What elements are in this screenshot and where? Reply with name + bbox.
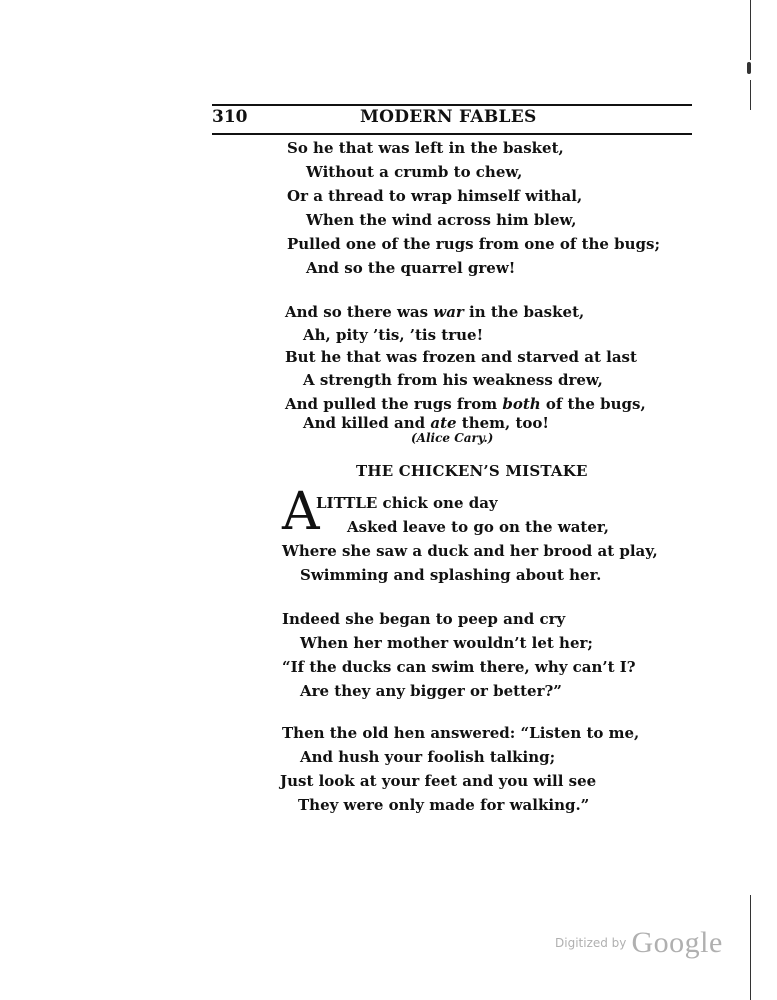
verse-line: Pulled one of the rugs from one of the bugs;	[287, 235, 661, 253]
verse-line: Are they any bigger or better?”	[300, 682, 562, 700]
digitized-watermark	[555, 926, 723, 960]
scan-edge-line	[750, 0, 751, 60]
verse-line: Without a crumb to chew,	[306, 163, 523, 181]
scan-edge-line	[750, 895, 751, 1000]
watermark-prefix: Digitized by	[555, 936, 627, 950]
verse-line: “If the ducks can swim there, why can’t I?	[282, 658, 636, 676]
drop-cap: A	[282, 482, 320, 542]
verse-line: But he that was frozen and starved at last	[285, 348, 637, 366]
verse-line: When the wind across him blew,	[306, 211, 577, 229]
verse-line: Or a thread to wrap himself withal,	[287, 187, 583, 205]
header-rule-bottom	[212, 133, 692, 135]
verse-line: When her mother wouldn’t let her;	[300, 634, 593, 652]
verse-line: LITTLE chick one day	[316, 494, 498, 512]
running-head: MODERN FABLES	[360, 107, 537, 127]
verse-line: Where she saw a duck and her brood at play,	[282, 542, 658, 560]
verse-line: Then the old hen answered: “Listen to me,	[282, 724, 640, 742]
verse-line: Asked leave to go on the water,	[347, 518, 609, 536]
emphasis: ate	[430, 414, 457, 432]
scan-edge-mark	[747, 62, 751, 74]
verse-line: And so there was war in the basket,	[285, 303, 585, 321]
page-number: 310	[212, 107, 248, 127]
verse-line: Ah, pity ’tis, ’tis true!	[303, 326, 484, 344]
verse-line: A strength from his weakness drew,	[303, 371, 603, 389]
verse-line: Swimming and splashing about her.	[300, 566, 602, 584]
header-rule-top	[212, 104, 692, 106]
verse-line: And killed and ate them, too!	[303, 414, 549, 432]
verse-line: Just look at your feet and you will see	[280, 772, 597, 790]
google-logo: Google	[631, 926, 723, 959]
verse-line: And hush your foolish talking;	[300, 748, 556, 766]
verse-line: And so the quarrel grew!	[306, 259, 516, 277]
attribution: (Alice Cary.)	[411, 431, 494, 445]
scan-edge-line	[750, 80, 751, 110]
verse-line: Indeed she began to peep and cry	[282, 610, 566, 628]
poem-title: THE CHICKEN’S MISTAKE	[356, 462, 588, 480]
emphasis: both	[502, 395, 541, 413]
emphasis: war	[433, 303, 464, 321]
verse-line: So he that was left in the basket,	[287, 139, 564, 157]
verse-line: And pulled the rugs from both of the bugs,	[285, 395, 646, 413]
verse-line: They were only made for walking.”	[298, 796, 590, 814]
